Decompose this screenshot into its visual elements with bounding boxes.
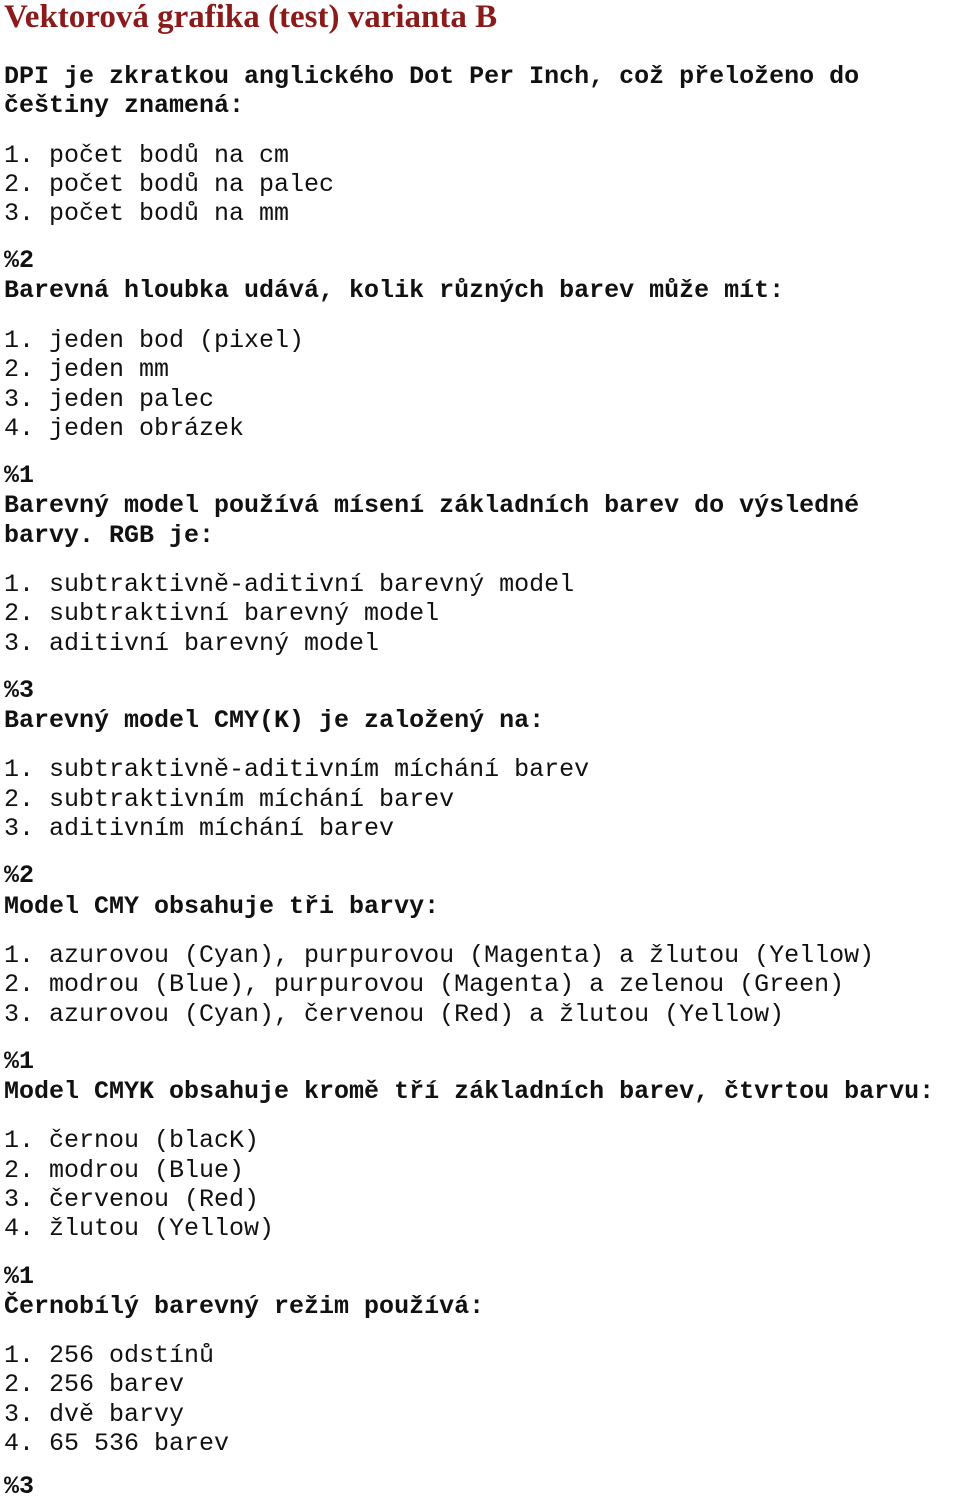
question-1-points: %2 [4, 246, 35, 275]
question-2-answer-2: 2. jeden mm [4, 355, 170, 384]
question-4-line-1: Barevný model CMY(K) je založený na: [4, 706, 545, 735]
question-2-line-1: Barevná hloubka udává, kolik různých barev může mít: [4, 276, 785, 305]
question-6-line-1: Model CMYK obsahuje kromě tří základních barev, čtvrtou barvu: [4, 1077, 935, 1106]
question-5-answer-1: 1. azurovou (Cyan), purpurovou (Magenta) a žlutou (Yellow) [4, 941, 875, 970]
question-3-answer-2: 2. subtraktivní barevný model [4, 599, 440, 628]
question-7-answer-1: 1. 256 odstínů [4, 1341, 215, 1370]
question-4-answer-1: 1. subtraktivně-aditivním míchání barev [4, 755, 590, 784]
question-2-answer-4: 4. jeden obrázek [4, 414, 245, 443]
question-3-line-1: Barevný model používá mísení základních barev do výsledné [4, 491, 860, 520]
question-3-line-2: barvy. RGB je: [4, 521, 215, 550]
question-7-answer-3: 3. dvě barvy [4, 1400, 185, 1429]
question-7-answer-4: 4. 65 536 barev [4, 1429, 230, 1458]
question-2-answer-3: 3. jeden palec [4, 385, 215, 414]
question-1-answer-1: 1. počet bodů na cm [4, 141, 290, 170]
question-4-points: %2 [4, 861, 35, 890]
question-2-points: %1 [4, 461, 35, 490]
question-3-answer-3: 3. aditivní barevný model [4, 629, 380, 658]
question-6-answer-4: 4. žlutou (Yellow) [4, 1214, 275, 1243]
question-1-line-2: češtiny znamená: [4, 91, 245, 120]
page-title: Vektorová grafika (test) varianta B [4, 0, 498, 35]
question-7-points: %3 [4, 1472, 35, 1501]
question-3-answer-1: 1. subtraktivně-aditivní barevný model [4, 570, 575, 599]
question-6-points: %1 [4, 1262, 35, 1291]
question-1-answer-2: 2. počet bodů na palec [4, 170, 335, 199]
question-1-line-1: DPI je zkratkou anglického Dot Per Inch, což přeloženo do [4, 62, 860, 91]
question-1-answer-3: 3. počet bodů na mm [4, 199, 290, 228]
question-7-answer-2: 2. 256 barev [4, 1370, 185, 1399]
question-5-answer-2: 2. modrou (Blue), purpurovou (Magenta) a zelenou (Green) [4, 970, 845, 999]
question-6-answer-1: 1. černou (blacK) [4, 1126, 260, 1155]
question-4-answer-2: 2. subtraktivním míchání barev [4, 785, 455, 814]
question-6-answer-3: 3. červenou (Red) [4, 1185, 260, 1214]
question-2-answer-1: 1. jeden bod (pixel) [4, 326, 305, 355]
question-3-points: %3 [4, 676, 35, 705]
question-7-line-1: Černobílý barevný režim používá: [4, 1292, 485, 1321]
question-5-points: %1 [4, 1047, 35, 1076]
question-5-answer-3: 3. azurovou (Cyan), červenou (Red) a žlutou (Yellow) [4, 1000, 785, 1029]
question-5-line-1: Model CMY obsahuje tři barvy: [4, 892, 440, 921]
question-4-answer-3: 3. aditivním míchání barev [4, 814, 395, 843]
question-6-answer-2: 2. modrou (Blue) [4, 1156, 245, 1185]
